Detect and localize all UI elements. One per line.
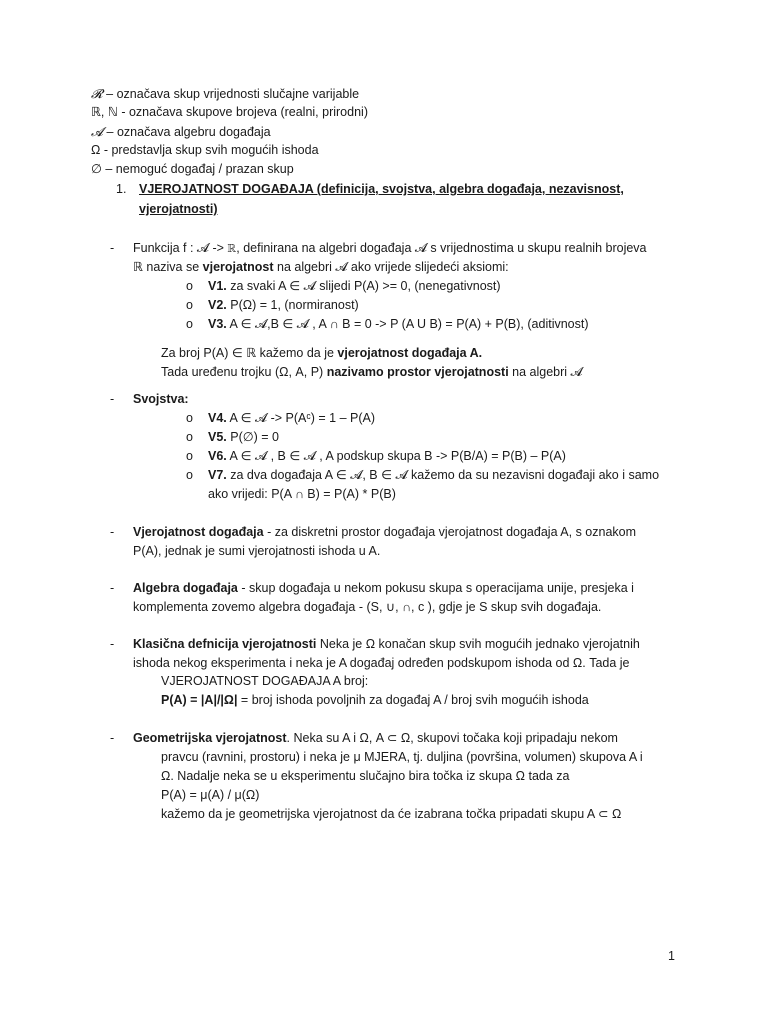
notation-symbol: ℝ, ℕ [91,105,118,119]
axiom-label: V3. [208,317,227,331]
term-bold: Geometrijska vjerojatnost [133,731,287,745]
notation-symbol: Ω [91,143,101,157]
classical-formula [161,691,589,710]
property-v5 [208,428,279,447]
circle-bullet: o [186,430,193,444]
notation-symbol: 𝓐 [91,124,104,139]
property-label: V6. [208,449,227,463]
text-run: na algebri 𝓐 [508,365,583,379]
axiom-text: A ∈ 𝓐,B ∈ 𝓐 , A ∩ B = 0 -> P (A U B) = P(A) + P(B), (aditivnost) [226,317,589,331]
circle-bullet: o [186,317,193,331]
text-run: ℝ naziva se [133,260,203,274]
probability-space-definition [161,363,583,382]
term-bold: Klasična defnicija vjerojatnosti [133,637,317,651]
circle-bullet: o [186,449,193,463]
term-vjerojatnost: vjerojatnost [202,260,274,274]
property-v7-continuation: ako vrijedi: P(A ∩ B) = P(A) * P(B) [208,487,396,501]
notation-symbol: ∅ [91,162,102,176]
event-probability-line-1 [133,523,636,542]
circle-bullet: o [186,411,193,425]
notation-line-3 [91,122,271,142]
classical-definition-line-3: VJEROJATNOST DOGAĐAJA A broj: [161,674,369,688]
notation-line-5 [91,160,294,179]
geometric-probability-line-5: kažemo da je geometrijska vjerojatnost da će izabrana točka pripadati skupu A ⊂ Ω [161,807,622,821]
text-run: na algebri 𝓐 ako vrijede slijedeći aksiomi: [273,260,509,274]
function-definition-line-1: Funkcija f : 𝓐 -> ℝ, definirana na algebri događaja 𝓐 s vrijednostima u skupu realnih brojeva [133,241,647,255]
text-run: Za broj P(A) ∈ ℝ kažemo da je [161,346,338,360]
dash-bullet: - [110,392,115,406]
text-run: = broj ishoda povoljnih za događaj A / broj svih mogućih ishoda [237,693,589,707]
property-v6 [208,447,566,466]
notation-text: – nemoguć događaj / prazan skup [101,162,294,176]
term-bold: Algebra događaja [133,581,238,595]
dash-bullet: - [110,731,115,745]
notation-text: – označava skup vrijednosti slučajne varijable [102,87,360,101]
circle-bullet: o [186,298,193,312]
notation-line-1 [91,84,359,104]
property-v7 [208,466,659,485]
dash-bullet: - [110,637,115,651]
property-v4 [208,409,375,428]
axiom-v3 [208,315,589,334]
classical-definition-line-1 [133,635,640,654]
classical-definition-line-2: ishoda nekog eksperimenta i neka je A događaj određen podskupom ishoda od Ω. Tada je [133,656,630,670]
axiom-text: P(Ω) = 1, (normiranost) [226,298,359,312]
properties-label: Svojstva: [133,392,189,406]
term-bold: vjerojatnost događaja A. [337,346,483,360]
term-bold: Vjerojatnost događaja [133,525,264,539]
axiom-label: V2. [208,298,227,312]
dash-bullet: - [110,581,115,595]
axiom-v2 [208,296,359,315]
circle-bullet: o [186,279,193,293]
notation-symbol: 𝓡 [91,86,103,101]
text-run: Neka je Ω konačan skup svih mogućih jednako vjerojatnih [316,637,640,651]
geometric-formula: P(A) = μ(A) / μ(Ω) [161,788,260,802]
event-algebra-line-1 [133,579,634,598]
dash-bullet: - [110,525,115,539]
section-number: 1. [116,182,127,196]
dash-bullet: - [110,241,115,255]
property-label: V4. [208,411,227,425]
circle-bullet: o [186,468,193,482]
axiom-label: V1. [208,279,227,293]
property-label: V7. [208,468,227,482]
event-probability-line-2: P(A), jednak je sumi vjerojatnosti ishoda u A. [133,544,381,558]
property-text: za dva događaja A ∈ 𝓐, B ∈ 𝓐 kažemo da su nezavisni događaji ako i samo [226,468,660,482]
notation-text: - predstavlja skup svih mogućih ishoda [100,143,319,157]
property-text: A ∈ 𝓐 -> P(Aᶜ) = 1 – P(A) [226,411,376,425]
text-run: - skup događaja u nekom pokusu skupa s operacijama unije, presjeka i [237,581,634,595]
page-number: 1 [668,949,675,963]
text-run: . Neka su A i Ω, A ⊂ Ω, skupovi točaka koji pripadaju nekom [286,731,618,745]
text-run: Tada uređenu trojku (Ω, A, P) [161,365,327,379]
geometric-probability-line-2: pravcu (ravnini, prostoru) i neka je μ MJERA, tj. duljina (površina, volumen) skupova A i [161,750,643,764]
property-text: P(∅) = 0 [226,430,279,444]
section-title-line-2: vjerojatnosti) [139,202,218,216]
property-label: V5. [208,430,227,444]
notation-line-4 [91,141,319,160]
event-algebra-line-2: komplementa zovemo algebra događaja - (S, ∪, ∩, c ), gdje je S skup svih događaja. [133,600,602,614]
geometric-probability-line-1 [133,729,618,748]
property-text: A ∈ 𝓐 , B ∈ 𝓐 , A podskup skupa B -> P(B/A) = P(B) – P(A) [226,449,566,463]
section-title-line-1: VJEROJATNOST DOGAĐAJA (definicija, svojstva, algebra događaja, nezavisnost, [139,182,624,196]
function-definition-line-2 [133,258,509,277]
formula-bold: P(A) = |A|/|Ω| [161,693,238,707]
text-run: - za diskretni prostor događaja vjerojatnost događaja A, s oznakom [263,525,637,539]
geometric-probability-line-3: Ω. Nadalje neka se u eksperimentu slučajno bira točka iz skupa Ω tada za [161,769,570,783]
probability-definition [161,344,482,363]
axiom-text: za svaki A ∈ 𝓐 slijedi P(A) >= 0, (nenegativnost) [226,279,501,293]
axiom-v1 [208,277,501,296]
notation-line-2 [91,103,368,122]
notation-text: – označava algebru događaja [103,125,271,139]
notation-text: - označava skupove brojeva (realni, prirodni) [117,105,368,119]
term-bold: nazivamo prostor vjerojatnosti [326,365,509,379]
